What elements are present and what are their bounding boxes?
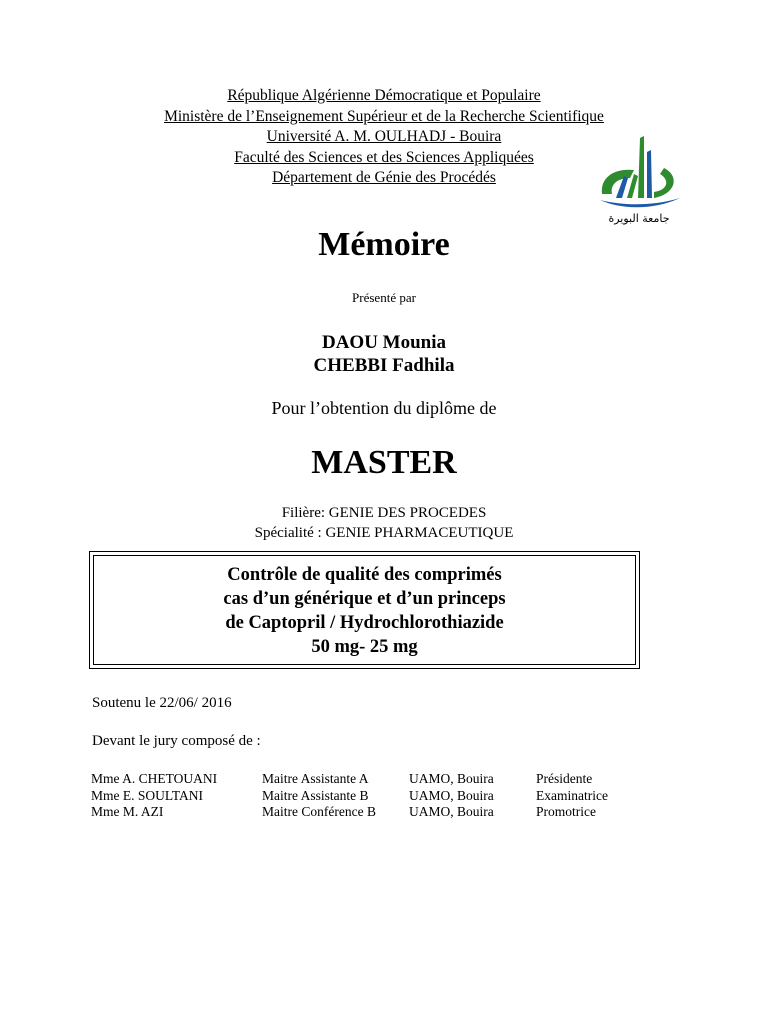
jury-member-role: Promotrice [536,804,596,819]
jury-member-name: Mme M. AZI [91,804,164,819]
header-line-university: Université A. M. OULHADJ - Bouira [266,128,502,145]
thesis-title-box [89,551,640,669]
university-logo-icon [594,132,684,228]
header-line-department: Département de Génie des Procédés [272,169,496,186]
jury-member-title: Maitre Assistante B [262,787,369,803]
jury-member-name: Mme E. SOULTANI [91,787,204,803]
jury-member-institution: UAMO, Bouira [409,771,494,786]
author-name: DAOU Mounia [321,332,447,353]
jury-member-institution: UAMO, Bouira [409,804,494,819]
logo-arabic-text: جامعة البويرة [608,212,670,225]
jury-member-role: Examinatrice [536,787,608,803]
degree-title: MASTER [311,444,457,481]
jury-member-title: Maitre Conférence B [262,804,376,819]
thesis-title-line: de Captopril / Hydrochlorothiazide [225,613,504,633]
thesis-title [93,555,636,665]
thesis-title-line: Contrôle de qualité des comprimés [227,565,502,585]
jury-intro: Devant le jury composé de : [92,733,261,749]
header-line-republic: République Algérienne Démocratique et Populaire [227,87,541,104]
thesis-title-line: cas d’un générique et d’un princeps [223,589,506,609]
thesis-title-line: 50 mg- 25 mg [311,637,418,657]
degree-purpose: Pour l’obtention du diplôme de [271,398,497,418]
filiere: Filière: GENIE DES PROCEDES [281,505,487,521]
header-line-faculty: Faculté des Sciences et des Sciences Appliquées [234,148,534,166]
specialite: Spécialité : GENIE PHARMACEUTIQUE [254,525,514,541]
institution-header [100,86,668,189]
defense-date: Soutenu le 22/06/ 2016 [92,695,232,711]
presented-by-label: Présenté par [352,290,416,305]
document-type: Mémoire [318,226,450,263]
author-name: CHEBBI Fadhila [313,355,455,376]
jury-member-role: Présidente [536,771,593,786]
jury-member-name: Mme A. CHETOUANI [91,771,218,786]
header-line-ministry: Ministère de l’Enseignement Supérieur et de la Recherche Scientifique [164,107,604,125]
jury-member-title: Maitre Assistante A [262,771,369,786]
jury-member-institution: UAMO, Bouira [409,787,494,803]
